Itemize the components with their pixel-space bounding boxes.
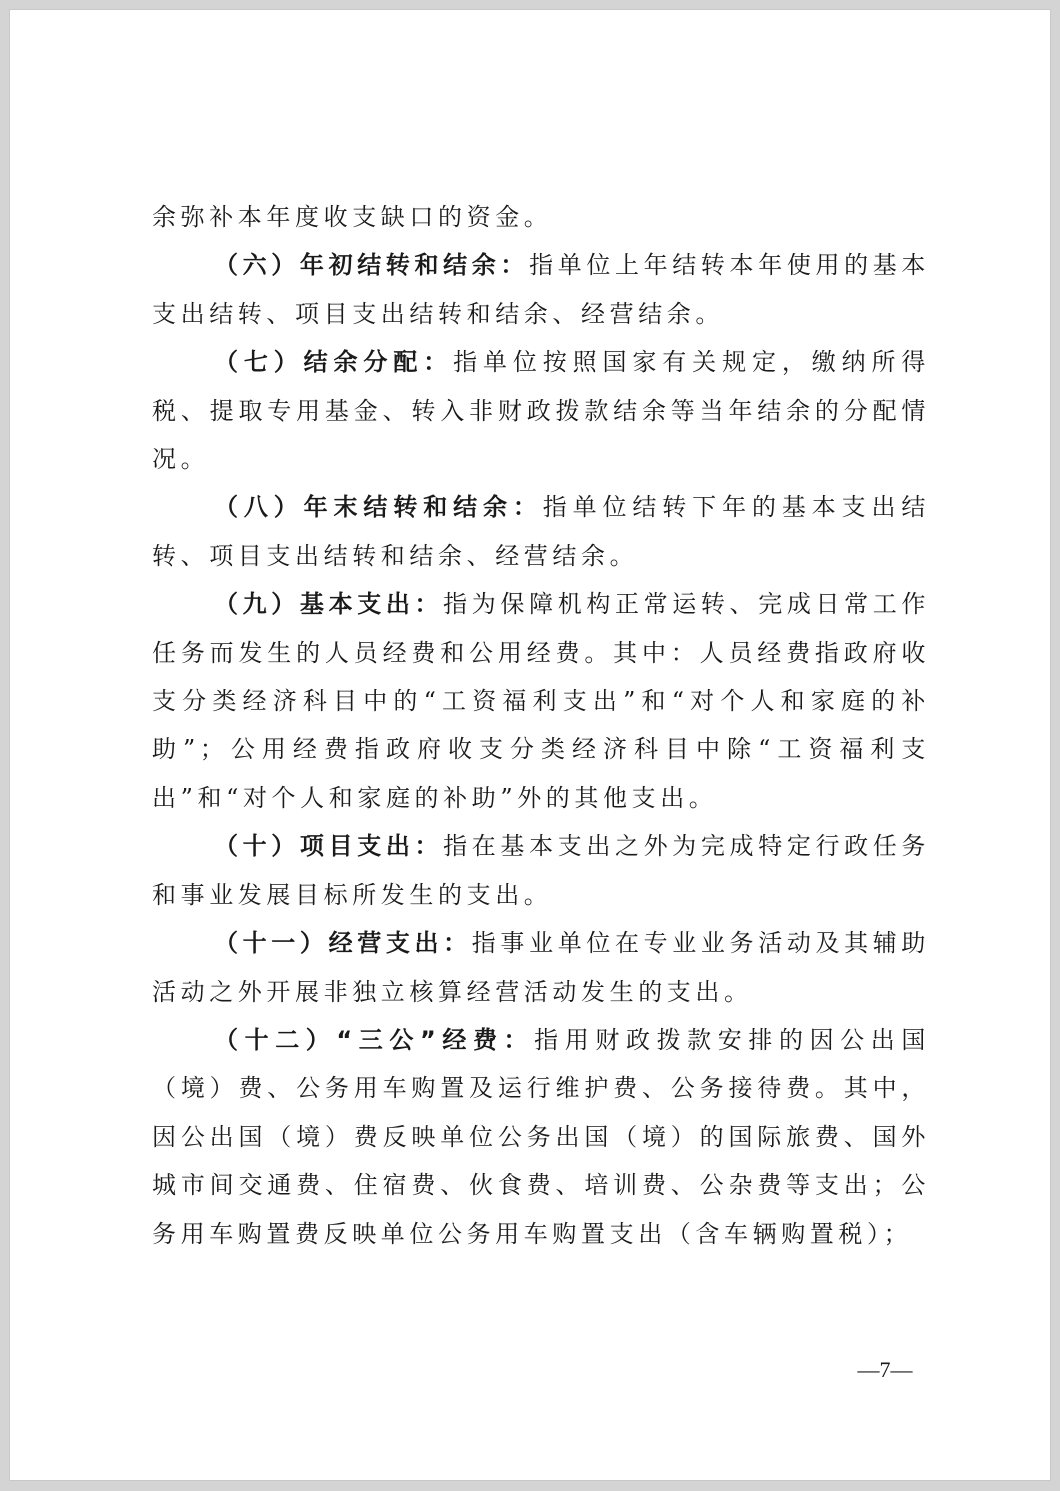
paragraph-definition <box>152 338 930 483</box>
term-heading: （六）年初结转和结余： <box>214 251 530 280</box>
document-body <box>152 193 930 1258</box>
paragraph-definition <box>152 919 930 1016</box>
document-page <box>9 9 1051 1481</box>
term-heading: （七）结余分配： <box>214 348 454 377</box>
paragraph-text: 余弥补本年度收支缺口的资金。 <box>152 203 553 231</box>
paragraph-definition <box>152 822 930 919</box>
paragraph-text: 指单位按照国家有关规定，缴纳所得税、提取专用基金、转入非财政拨款结余等当年结余的分配情况。 <box>152 348 930 474</box>
paragraph-text: 指单位结转下年的基本支出结转、项目支出结转和结余、经营结余。 <box>152 493 930 570</box>
paragraph-definition <box>152 580 930 822</box>
term-heading: （九）基本支出： <box>214 590 444 619</box>
term-heading: （十二）“三公”经费： <box>214 1025 535 1054</box>
paragraph-definition <box>152 483 930 580</box>
term-heading: （十）项目支出： <box>214 832 444 861</box>
paragraph-text: 指用财政拨款安排的因公出国（境）费、公务用车购置及运行维护费、公务接待费。其中，因公出国（境）费反映单位公务出国（境）的国际旅费、国外城市间交通费、住宿费、伙食费、培训费、公杂费等支出；公务用车购置费反映单位公务用车购置支出（含车辆购置税）； <box>152 1025 930 1248</box>
paragraph-continuation <box>152 193 930 241</box>
page-number: —7— <box>857 1357 913 1382</box>
paragraph-definition <box>152 241 930 338</box>
paragraph-text: 指在基本支出之外为完成特定行政任务和事业发展目标所发生的支出。 <box>152 832 930 909</box>
paragraph-text: 指为保障机构正常运转、完成日常工作任务而发生的人员经费和公用经费。其中：人员经费指政府收支分类经济科目中的“工资福利支出”和“对个人和家庭的补助”；公用经费指政府收支分类经济科目中除“工资福利支出”和“对个人和家庭的补助”外的其他支出。 <box>152 590 930 812</box>
paragraph-definition <box>152 1016 930 1258</box>
paragraph-text: 指事业单位在专业业务活动及其辅助活动之外开展非独立核算经营活动发生的支出。 <box>152 929 930 1006</box>
term-heading: （八）年末结转和结余： <box>214 493 543 522</box>
term-heading: （十一）经营支出： <box>214 929 472 958</box>
paragraph-text: 指单位上年结转本年使用的基本支出结转、项目支出结转和结余、经营结余。 <box>152 251 930 328</box>
